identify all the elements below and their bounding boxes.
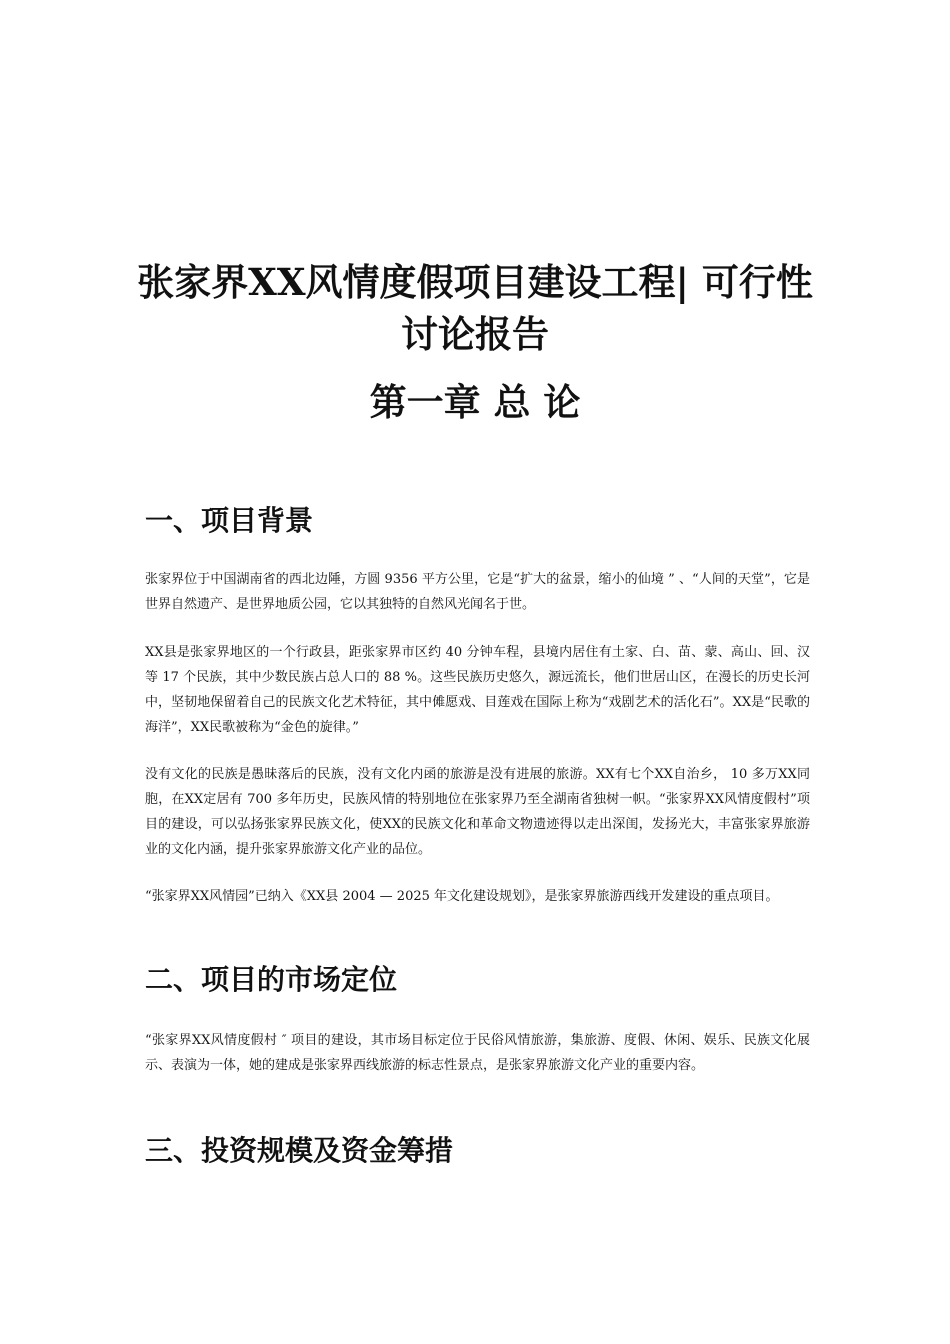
paragraph-market-positioning: “张家界XX风情度假村 ″ 项目的建设，其市场目标定位于民俗风情旅游，集旅游、度假、休闲、娱乐、民族文化展示、表演为一体，她的建成是张家界西线旅游的标志性景点，是张家界旅游文化产业的重要内容。: [145, 1033, 810, 1073]
document-title: 张家界XX风情度假项目建设工程| 可行性讨论报告: [137, 260, 813, 356]
section-heading-investment: 三、投资规模及资金筹措: [145, 1134, 454, 1167]
paragraph-zhangjiajie-location: 张家界位于中国湖南省的西北边陲，方圆 9356 平方公里，它是“扩大的盆景，缩小的仙境 ” 、“人间的天堂”，它是世界自然遗产、是世界地质公园，它以其独特的自然风光闻名于世。: [145, 572, 810, 612]
paragraph-cultural-plan: “张家界XX风情园”已纳入《XX县 2004 — 2025 年文化建设规划》，是张家界旅游西线开发建设的重点项目。: [145, 889, 779, 904]
paragraph-culture-and-tourism: 没有文化的民族是愚昧落后的民族，没有文化内函的旅游是没有进展的旅游。XX有七个XX自治乡， 10 多万XX同胞，在XX定居有 700 多年历史，民族风情的特别地位在张家界乃至全湖南省独树一帜。“张家界XX风情度假村”项目的建设，可以弘扬张家界民族文化，使XX的民族文化和革命文物遗迹得以走出深闺，发扬光大，丰富张家界旅游业的文化内涵，提升张家界旅游文化产业的品位。: [145, 767, 810, 857]
section-heading-background: 一、项目背景: [145, 504, 314, 537]
chapter-title: 第一章 总 论: [369, 380, 581, 424]
section-heading-market-positioning: 二、项目的市场定位: [145, 963, 398, 996]
paragraph-county-ethnic-groups: XX县是张家界地区的一个行政县，距张家界市区约 40 分钟车程，县境内居住有土家、白、苗、蒙、高山、回、汉等 17 个民族，其中少数民族占总人口的 88 %。这些民族历史悠久，源远流长，他们世居山区，在漫长的历史长河中，坚韧地保留着自己的民族文化艺术特征，其中傩愿戏、目莲戏在国际上称为“戏剧艺术的活化石”。XX是“民歌的海洋”，XX民歌被称为“金色的旋律。”: [145, 645, 810, 735]
